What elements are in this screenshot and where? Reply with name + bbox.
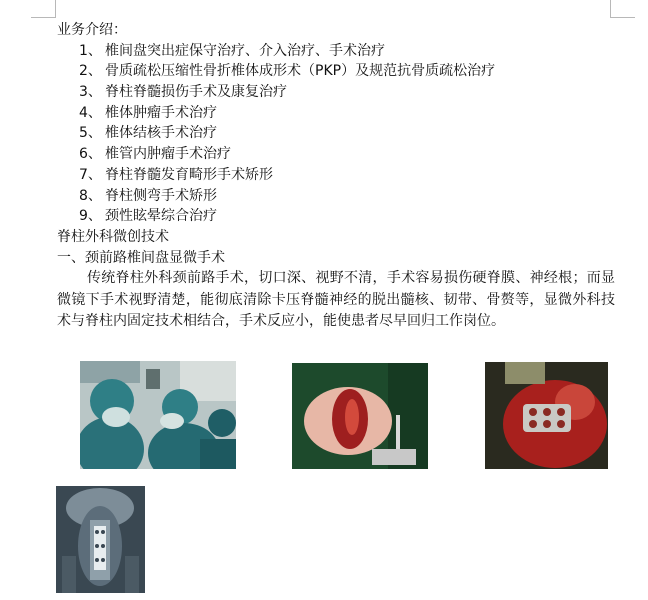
page-corner-marker-right <box>610 0 635 18</box>
list-number: 9、 <box>79 208 102 225</box>
list-number: 8、 <box>79 187 102 204</box>
document-body <box>57 20 615 333</box>
page-corner-marker-left <box>31 0 56 18</box>
list-text: 脊柱脊髓损伤手术及康复治疗 <box>105 84 287 101</box>
surgeons-photo <box>80 361 236 469</box>
list-number: 4、 <box>79 104 102 121</box>
list-text: 椎体结核手术治疗 <box>105 125 217 142</box>
surgeons-illustration <box>80 361 236 469</box>
list-item <box>57 41 615 62</box>
service-list <box>57 41 615 227</box>
list-number: 3、 <box>79 84 102 101</box>
incision-photo <box>292 363 428 469</box>
implant-photo <box>485 362 608 469</box>
list-item <box>57 61 615 82</box>
subsection-title: 一、颈前路椎间盘显微手术 <box>57 249 225 266</box>
list-text: 椎间盘突出症保守治疗、介入治疗、手术治疗 <box>105 42 385 59</box>
list-number: 2、 <box>79 63 102 80</box>
xray-illustration <box>56 486 145 593</box>
list-item <box>57 103 615 124</box>
list-number: 7、 <box>79 166 102 183</box>
list-item <box>57 82 615 103</box>
incision-illustration <box>292 363 428 469</box>
list-item <box>57 206 615 227</box>
list-text: 脊柱侧弯手术矫形 <box>105 187 217 204</box>
list-text: 脊柱脊髓发育畸形手术矫形 <box>105 166 273 183</box>
cervical-xray-photo <box>56 486 145 593</box>
list-number: 5、 <box>79 125 102 142</box>
list-item <box>57 144 615 165</box>
list-text: 椎管内肿瘤手术治疗 <box>105 146 231 163</box>
list-text: 椎体肿瘤手术治疗 <box>105 104 217 121</box>
section-title: 脊柱外科微创技术 <box>57 228 169 245</box>
list-item <box>57 186 615 207</box>
implant-illustration <box>485 362 608 469</box>
list-item <box>57 123 615 144</box>
list-number: 1、 <box>79 42 102 59</box>
body-paragraph: 传统脊柱外科颈前路手术，切口深、视野不清，手术容易损伤硬脊膜、神经根；而显微镜下手术视野清楚，能彻底清除卡压脊髓神经的脱出髓核、韧带、骨赘等，显微外科技术与脊柱内固定技术相结合，手术反应小，能使患者尽早回归工作岗位。 <box>57 270 615 330</box>
list-number: 6、 <box>79 146 102 163</box>
list-item <box>57 165 615 186</box>
list-text: 颈性眩晕综合治疗 <box>105 208 217 225</box>
list-text: 骨质疏松压缩性骨折椎体成形术（PKP）及规范抗骨质疏松治疗 <box>105 63 496 80</box>
document-heading: 业务介绍： <box>57 22 127 38</box>
